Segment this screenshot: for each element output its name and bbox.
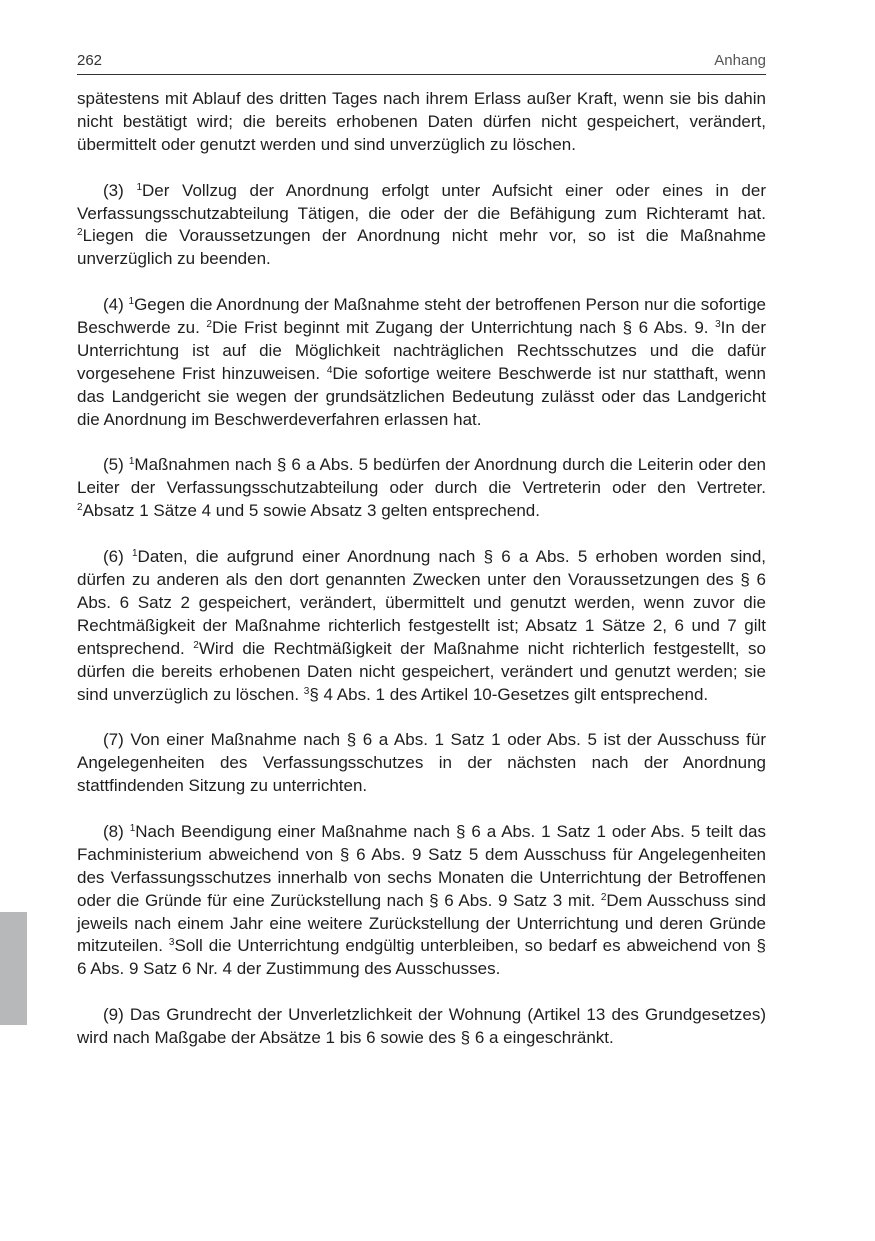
paragraph-7: (7) Von einer Maßnahme nach § 6 a Abs. 1 Satz 1 oder Abs. 5 ist der Ausschuss für Angelegenheiten des Verfassungsschutzes in der nächsten nach der Anordnung stattfindenden Sitzung zu unterrichten. xyxy=(77,730,766,796)
paragraph-continuation: spätestens mit Ablauf des dritten Tages nach ihrem Erlass außer Kraft, wenn sie bis dahin nicht bestätigt wird; die bereits erhobenen Daten dürfen nicht gespeichert, verändert, übermittelt oder genutzt werden und sind unverzüglich zu löschen. xyxy=(77,89,766,154)
sentence-number: 2 xyxy=(193,639,199,651)
sentence-number: 1 xyxy=(129,822,136,834)
paragraph-6: (6) $^1$Daten, die aufgrund einer Anordnung nach § 6 a Abs. 5 erhoben worden sind, dürfen zu anderen als den dort genannten Zwecken unter den Voraussetzungen des § 6 Abs. 6 Satz 2 gespeichert, verändert, übermittelt und genutzt werden, wenn zuvor die Rechtmäßigkeit der Maßnahme richterlich festgestellt ist; Absatz 1 Sätze 2, 6 und 7 gilt entsprechend. $^2$Wird die Rechtmäßigkeit der Maßnahme nicht richterlich festgestellt, so dürfen die bereits erhobenen Daten nicht gespeichert, verändert und genutzt werden; sie sind unverzüglich zu löschen. $^3$§ 4 Abs. 1 des Artikel 10-Gesetzes gilt entsprechend. xyxy=(77,547,766,704)
sentence-number: 2 xyxy=(77,502,83,514)
paragraph-5: (5) $^1$Maßnahmen nach § 6 a Abs. 5 bedürfen der Anordnung durch die Leiterin oder den Leiter der Verfassungsschutzabteilung oder durch die Vertreterin oder den Vertreter. $^2$Absatz 1 Sätze 4 und 5 sowie Absatz 3 gelten entsprechend. xyxy=(77,455,766,521)
sentence-number: 1 xyxy=(128,456,135,468)
sentence-number: 1 xyxy=(128,296,135,308)
sentence-number: 1 xyxy=(136,181,142,193)
sentence-number: 3 xyxy=(303,685,310,697)
sentence-number: 2 xyxy=(77,227,83,239)
body-text xyxy=(77,88,766,1073)
paragraph-9: (9) Das Grundrecht der Unverletzlichkeit der Wohnung (Artikel 13 des Grundgesetzes) wird nach Maßgabe der Absätze 1 bis 6 sowie des § 6 a eingeschränkt. xyxy=(77,1005,766,1048)
sentence-number: 3 xyxy=(168,937,175,949)
page-header xyxy=(77,52,766,75)
sentence-number: 4 xyxy=(326,364,333,376)
running-head: Anhang xyxy=(714,52,766,69)
paragraph-8: (8) $^1$Nach Beendigung einer Maßnahme nach § 6 a Abs. 1 Satz 1 oder Abs. 5 teilt das Fachministerium abweichend von § 6 Abs. 9 Satz 5 dem Ausschuss für Angelegenheiten des Verfassungsschutzes innerhalb von sechs Monaten die Unterrichtung der Betroffenen oder die Gründe für eine Zurückstellung nach § 6 Abs. 9 Satz 3 mit. $^2$Dem Ausschuss sind jeweils nach einem Jahr eine weitere Zurückstellung der Unterrichtung und deren Gründe mitzuteilen. $^3$Soll die Unterrichtung endgültig unterbleiben, so bedarf es abweichend von § 6 Abs. 9 Satz 6 Nr. 4 der Zustimmung des Ausschusses. xyxy=(77,821,767,979)
sentence-number: 2 xyxy=(206,319,212,331)
thumb-index-tab xyxy=(0,912,27,1025)
sentence-number: 1 xyxy=(131,548,138,560)
page-number: 262 xyxy=(77,52,103,69)
paragraph-3: (3) $^1$Der Vollzug der Anordnung erfolgt unter Aufsicht einer oder eines in der Verfassungsschutzabteilung Tätigen, die oder der die Befähigung zum Richteramt hat. $^2$Liegen die Voraussetzungen der Anordnung nicht mehr vor, so ist die Maßnahme unverzüglich zu beenden. xyxy=(77,180,767,269)
paragraph-4: (4) $^1$Gegen die Anordnung der Maßnahme steht der betroffenen Person nur die sofortige Beschwerde zu. $^2$Die Frist beginnt mit Zugang der Unterrichtung nach § 6 Abs. 9. $^3$In der Unterrichtung ist auf die Möglichkeit nachträglichen Rechtsschutzes und die dafür vorgesehene Frist hinzuweisen. $^4$Die sofortige weitere Beschwerde ist nur statthaft, wenn das Landgericht sie wegen der grundsätzlichen Bedeutung zulässt oder das Landgericht die Anordnung im Beschwerdeverfahren erlassen hat. xyxy=(77,295,766,429)
sentence-number: 3 xyxy=(715,319,721,331)
sentence-number: 2 xyxy=(600,891,607,903)
